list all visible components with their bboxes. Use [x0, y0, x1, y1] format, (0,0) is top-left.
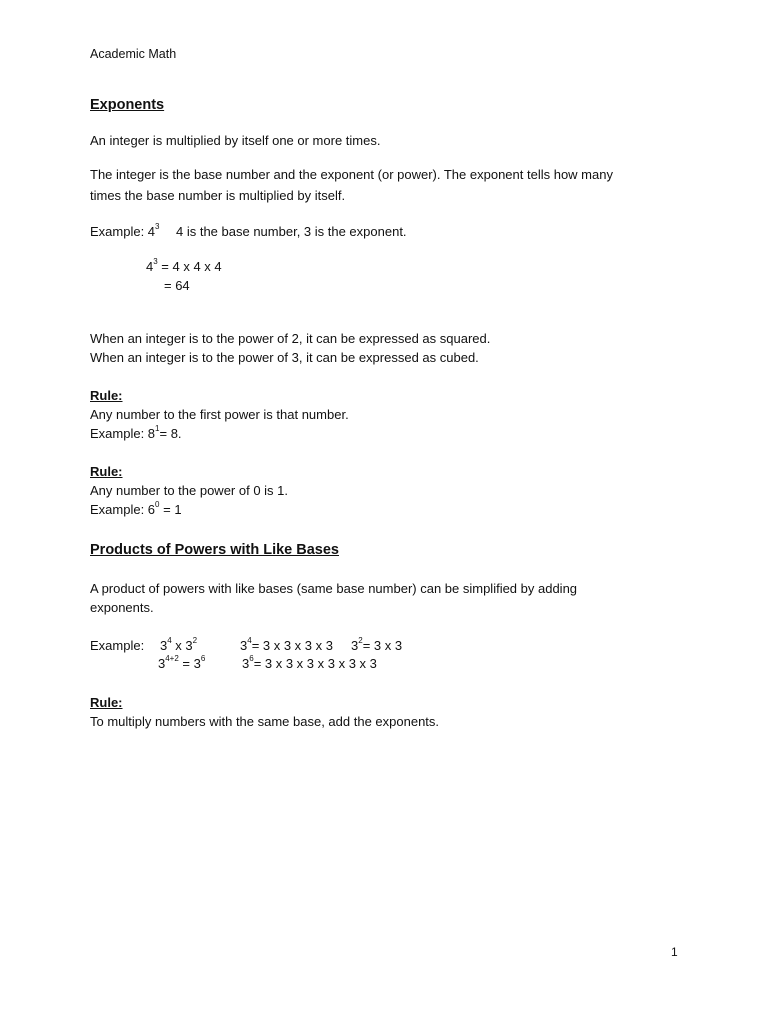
calc-expansion: = 4 x 4 x 4	[157, 259, 222, 274]
rule1-example-sup: 1	[155, 424, 160, 433]
example-line	[90, 224, 160, 240]
calc-superscript: 3	[153, 257, 158, 266]
simplified-base: 3	[158, 656, 166, 671]
expr-sup1: 4	[167, 636, 172, 645]
simplified-mid: = 3	[178, 656, 201, 671]
expansion-b-base: 3	[240, 638, 248, 653]
expansion-e-rest: = 3 x 3 x 3 x 3 x 3 x 3	[253, 656, 377, 671]
paragraph-base-exponent-line2: times the base number is multiplied by itself.	[90, 188, 346, 203]
expansion-e-base: 3	[242, 656, 250, 671]
rule1-text: Any number to the first power is that number.	[90, 407, 349, 422]
rule2-example-sup: 0	[155, 500, 160, 509]
expr-base1: 3	[160, 638, 168, 653]
products-paragraph-line1: A product of powers with like bases (same base number) can be simplified by adding	[90, 581, 578, 596]
rule1-example-pre: Example: 8	[90, 426, 156, 441]
expansion-c-sup: 2	[358, 636, 363, 645]
section-title-products: Products of Powers with Like Bases	[90, 542, 339, 558]
example-superscript: 3	[155, 222, 160, 231]
calc-base: 4	[146, 259, 154, 274]
expansion-b-rest: = 3 x 3 x 3 x 3	[251, 638, 333, 653]
page-number: 1	[671, 945, 678, 959]
rule2-example	[90, 502, 182, 518]
expr-sup2: 2	[192, 636, 198, 645]
products-example-label: Example:	[90, 638, 145, 653]
example-label: Example: 4	[90, 224, 156, 239]
rule2-example-post: = 1	[159, 502, 182, 517]
products-paragraph-line2: exponents.	[90, 600, 154, 615]
simplified-sup: 4+2	[165, 654, 179, 663]
paragraph-definition: An integer is multiplied by itself one or more times.	[90, 133, 381, 148]
rule3-label: Rule:	[90, 695, 123, 710]
rule2-label: Rule:	[90, 464, 123, 479]
calculation-line1	[146, 259, 222, 275]
paragraph-base-exponent-line1: The integer is the base number and the exponent (or power). The exponent tells how many	[90, 167, 613, 182]
products-expansion-3-4	[240, 638, 333, 654]
page-header: Academic Math	[90, 47, 177, 61]
rule1-example	[90, 426, 182, 442]
rule2-text: Any number to the power of 0 is 1.	[90, 483, 288, 498]
expansion-b-sup: 4	[247, 636, 252, 645]
section-title-exponents: Exponents	[90, 97, 165, 113]
products-example-expression	[160, 638, 197, 654]
rule3-text: To multiply numbers with the same base, add the exponents.	[90, 714, 440, 729]
calculation-line2: = 64	[164, 278, 190, 293]
expansion-e-sup: 6	[249, 654, 254, 663]
expr-mid: x 3	[171, 638, 193, 653]
expansion-c-base: 3	[351, 638, 359, 653]
rule1-example-post: = 8.	[159, 426, 182, 441]
rule1-label: Rule:	[90, 388, 123, 403]
products-expansion-3-2	[351, 638, 402, 654]
simplified-sup2: 6	[200, 654, 206, 663]
cubed-text: When an integer is to the power of 3, it can be expressed as cubed.	[90, 350, 479, 365]
example-explanation: 4 is the base number, 3 is the exponent.	[176, 224, 407, 239]
squared-text: When an integer is to the power of 2, it can be expressed as squared.	[90, 331, 491, 346]
expansion-c-rest: = 3 x 3	[362, 638, 403, 653]
products-expansion-3-6	[242, 656, 377, 672]
products-simplified	[158, 656, 205, 672]
rule2-example-pre: Example: 6	[90, 502, 156, 517]
